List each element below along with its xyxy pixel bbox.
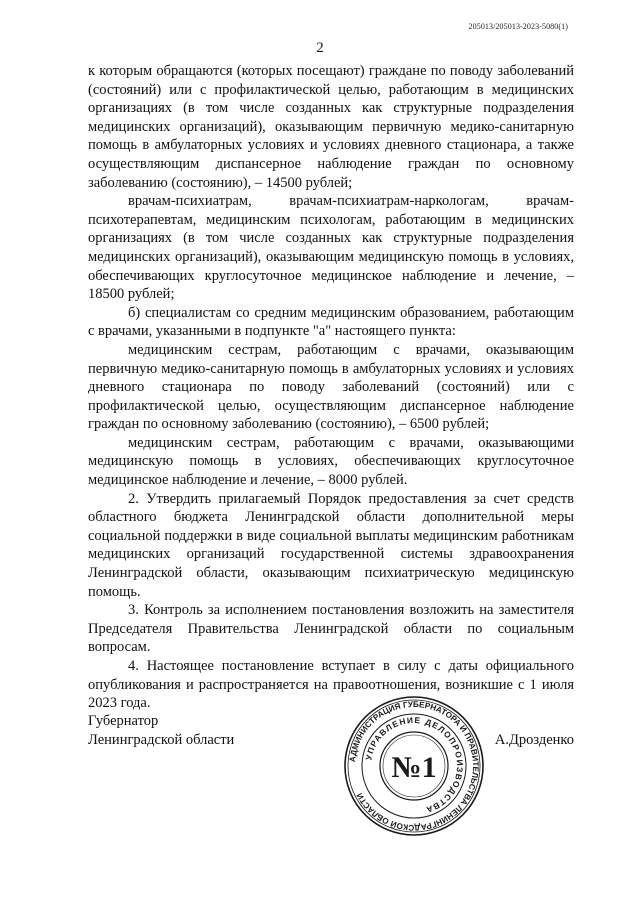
official-seal-icon bbox=[343, 695, 485, 837]
document-id: 205013/205013-2023-5080(1) bbox=[468, 22, 568, 31]
paragraph-8: 4. Настоящее постановление вступает в силу с даты официального опубликования и распространяется на правоотношения, возникшие с 1 июля 2023 года. bbox=[88, 658, 574, 712]
paragraph-7: 3. Контроль за исполнением постановления возложить на заместителя Председателя Правительства Ленинградской области по социальным вопросам. bbox=[88, 602, 574, 656]
paragraph-5: медицинским сестрам, работающим с врачами, оказывающими медицинскую помощь в условиях, обеспечивающих круглосуточное медицинское наблюдение и лечение, – 8000 рублей. bbox=[88, 434, 574, 489]
seal-center-text: №1 bbox=[391, 751, 437, 784]
signatory-title bbox=[88, 712, 234, 750]
seal-inner-text: УПРАВЛЕНИЕ ДЕЛОПРОИЗВОДСТВА bbox=[363, 714, 466, 816]
paragraph-6: 2. Утвердить прилагаемый Порядок предоставления за счет средств областного бюджета Ленинградской области дополнительной меры социальной поддержки в виде социальной выплаты медицинским работникам медицинских организаций государственной системы здравоохранения Ленинградской области, оказывающим психиатрическую медицинскую помощь. bbox=[88, 490, 574, 600]
seal-outer-text: АДМИНИСТРАЦИЯ ГУБЕРНАТОРА И ПРАВИТЕЛЬСТВА ЛЕНИНГРАДСКОЙ ОБЛАСТИ bbox=[348, 699, 481, 833]
signatory-title-line1: Губернатор bbox=[88, 713, 159, 729]
paragraph-3: б) специалистам со средним медицинским образованием, работающим с врачами, указанными в подпункте "а" настоящего пункта: bbox=[88, 304, 574, 340]
paragraph-1: к которым обращаются (которых посещают) граждане по поводу заболеваний (состояний) или с профилактической целью, работающим в медицинских организациях (в том числе созданных как структурные подразделения медицинских организаций), оказывающим первичную медико-санитарную помощь в амбулаторных условиях и условиях дневного стационара, а также осуществляющим диспансерное наблюдение граждан по основному заболеванию (состоянию), – 14500 рублей; bbox=[88, 63, 574, 191]
page-number: 2 bbox=[316, 40, 324, 56]
signatory-title-line2: Ленинградской области bbox=[88, 732, 235, 748]
paragraph-2: врачам-психиатрам, врачам-психиатрам-наркологам, врачам-психотерапевтам, медицинским психологам, работающим в медицинских организациях (в том числе созданных как структурные подразделения медицинских организаций), оказывающим медицинскую помощь в условиях, обеспечивающих круглосуточное медицинское наблюдение и лечение, – 18500 рублей; bbox=[88, 193, 574, 303]
paragraph-4: медицинским сестрам, работающим с врачами, оказывающим первичную медико-санитарную помощь в амбулаторных условиях и условиях дневного стационара по поводу заболеваний (состояний) или с профилактической целью, осуществляющим диспансерное наблюдение граждан по основному заболеванию (состоянию), – 6500 рублей; bbox=[88, 341, 574, 433]
document-body bbox=[88, 62, 574, 713]
signatory-name: А.Дрозденко bbox=[494, 732, 574, 748]
